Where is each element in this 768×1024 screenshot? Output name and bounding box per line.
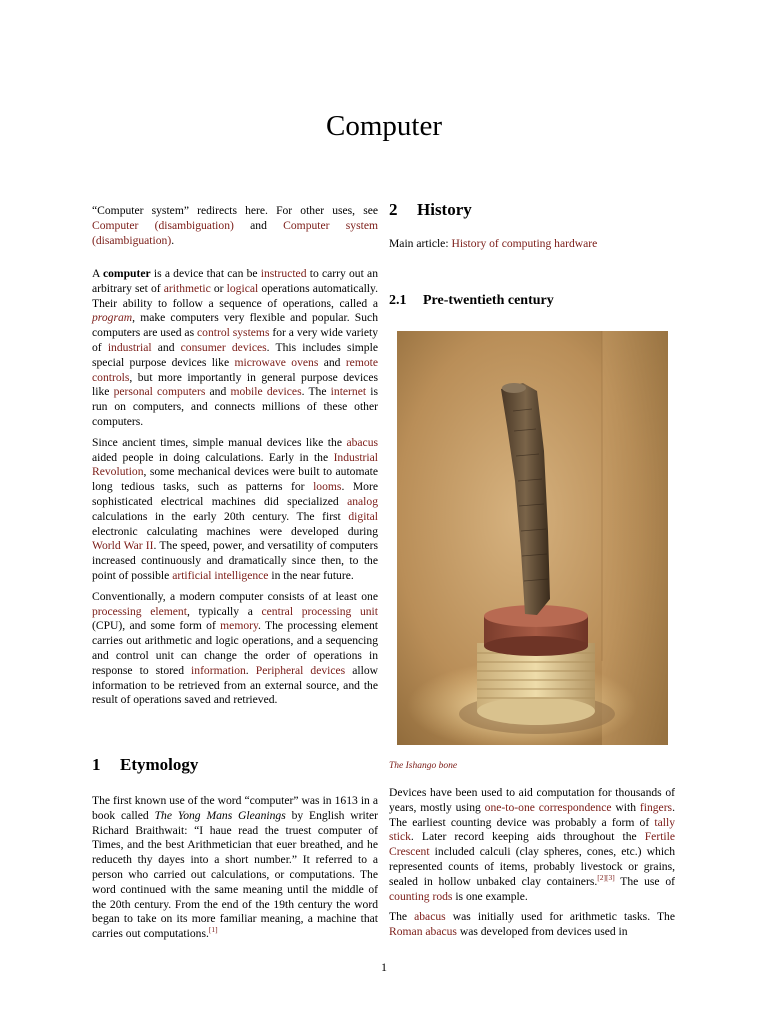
link-computer-disambiguation[interactable]: Computer (disambiguation) xyxy=(92,218,234,232)
figure-caption: The Ishango bone xyxy=(389,761,458,771)
link-looms[interactable]: looms xyxy=(313,480,342,494)
link-industrial-revolution[interactable]: Industrial Revolution xyxy=(92,450,378,479)
link-consumer-devices[interactable]: consumer devices xyxy=(180,340,267,354)
section-heading-history: 2 History xyxy=(389,200,472,219)
left-column-body xyxy=(92,267,378,714)
link-processing-element[interactable]: processing element xyxy=(92,604,187,618)
hatnote: “Computer system” redirects here. For other uses, see Computer (disambiguation) and Computer system (disambiguation). xyxy=(92,204,378,247)
link-fingers[interactable]: fingers xyxy=(639,800,673,814)
link-one-to-one-correspondence[interactable]: one-to-one correspondence xyxy=(484,800,612,814)
page-number: 1 xyxy=(381,960,387,974)
link-fertile-crescent[interactable]: Fertile Crescent xyxy=(389,830,675,859)
intro-paragraph: A computer is a device that can be instructed to carry out an arbitrary set of arithmetic or logical operations automatically. Their ability to follow a sequence of operations, called a program, make computers very flexible and popular. Such computers are used as control systems for a very wide variety of industrial and consumer devices. This includes simple special purpose devices like microwave ovens and remote controls, but more importantly in general purpose devices like personal computers and mobile devices. The internet is run on computers, and connects millions of these other computers. xyxy=(92,267,379,428)
link-internet[interactable]: internet xyxy=(330,385,367,399)
link-microwave-ovens[interactable]: microwave ovens xyxy=(234,355,319,369)
link-digital[interactable]: digital xyxy=(348,509,378,523)
page-title: Computer xyxy=(326,110,442,142)
citation-1[interactable]: [1] xyxy=(208,925,218,935)
subsection-heading-pre-twentieth-century: 2.1 Pre-twentieth century xyxy=(389,293,554,308)
section-heading-etymology: 1 Etymology xyxy=(92,755,199,774)
ishango-bone-illustration xyxy=(397,331,668,745)
link-logical[interactable]: logical xyxy=(226,281,259,295)
link-instructed[interactable]: instructed xyxy=(260,267,307,280)
history-summary-paragraph: Since ancient times, simple manual devices like the abacus aided people in doing calculations. Early in the Industrial Revolution, some mechanical devices were built to automate long tedious tasks, such as patterns for looms. More sophisticated electrical machines did specialized analog calculations in the early 20th century. The first digital electronic calculating machines were developed during World War II. The speed, power, and versatility of computers increased continuously and dramatically since then, to the point of possible artificial intelligence in the near future. xyxy=(92,435,378,582)
link-tally-stick[interactable]: tally stick xyxy=(389,815,675,844)
link-program[interactable]: program xyxy=(92,311,133,325)
link-industrial[interactable]: industrial xyxy=(107,340,152,354)
link-world-war-ii[interactable]: World War II xyxy=(92,539,154,553)
link-central-processing-unit[interactable]: central processing unit xyxy=(261,604,378,618)
abacus-paragraph: The abacus was initially used for arithmetic tasks. The Roman abacus was developed from devices used in xyxy=(389,910,675,939)
link-control-systems[interactable]: control systems xyxy=(197,326,270,340)
link-artificial-intelligence[interactable]: artificial intelligence xyxy=(172,568,269,582)
etymology-paragraph: The first known use of the word “computer” was in 1613 in a book called The Yong Mans Gleanings by English writer Richard Braithwait: “I haue read the truest computer of Times, and the best Arithmetician that euer breathed, and he reduceth thy dayes into a short number.” It referred to a person who carried out calculations, or computations. The word continued with the same meaning until the middle of the 20th century. From the end of the 19th century the word began to take on its more familiar meaning, a machine that carries out computations.[1] xyxy=(92,794,378,941)
link-mobile-devices[interactable]: mobile devices xyxy=(230,385,302,399)
left-column-intro xyxy=(92,204,378,248)
components-paragraph: Conventionally, a modern computer consists of at least one processing element, typically a central processing unit (CPU), and some form of memory. The processing element carries out arithmetic and logic operations, and a sequencing and control unit can change the order of operations in response to stored information. Peripheral devices allow information to be retrieved from an external source, and the result of operations saved and retrieved. xyxy=(92,589,379,707)
link-analog[interactable]: analog xyxy=(347,494,378,508)
link-history-of-computing-hardware[interactable]: History of computing hardware xyxy=(451,237,598,250)
link-information[interactable]: information xyxy=(191,663,246,677)
ishango-bone-photo[interactable] xyxy=(397,331,668,745)
link-abacus-history[interactable]: abacus xyxy=(414,910,446,924)
citation-2-3[interactable]: [2][3] xyxy=(597,872,615,882)
link-arithmetic[interactable]: arithmetic xyxy=(163,281,211,295)
etymology-section xyxy=(92,794,378,948)
link-computer-system-disambiguation[interactable]: Computer system (disambiguation) xyxy=(92,218,378,247)
link-peripheral-devices[interactable]: Peripheral devices xyxy=(255,663,346,677)
main-article-note: Main article: History of computing hardware xyxy=(389,237,598,250)
link-abacus[interactable]: abacus xyxy=(346,435,378,449)
link-roman-abacus[interactable]: Roman abacus xyxy=(389,925,457,939)
link-counting-rods[interactable]: counting rods xyxy=(389,889,453,903)
history-section-body xyxy=(389,786,675,946)
link-personal-computers[interactable]: personal computers xyxy=(113,385,206,399)
link-memory[interactable]: memory xyxy=(220,619,259,633)
counting-devices-paragraph: Devices have been used to aid computation for thousands of years, mostly using one-to-one correspondence with fingers. The earliest counting device was probably a form of tally stick. Later record keeping aids throughout the Fertile Crescent included calculi (clay spheres, cones, etc.) which represented counts of items, probably livestock or grains, sealed in hollow unbaked clay containers.[2][3] The use of counting rods is one example. xyxy=(389,786,676,903)
link-remote-controls[interactable]: remote controls xyxy=(92,355,379,384)
